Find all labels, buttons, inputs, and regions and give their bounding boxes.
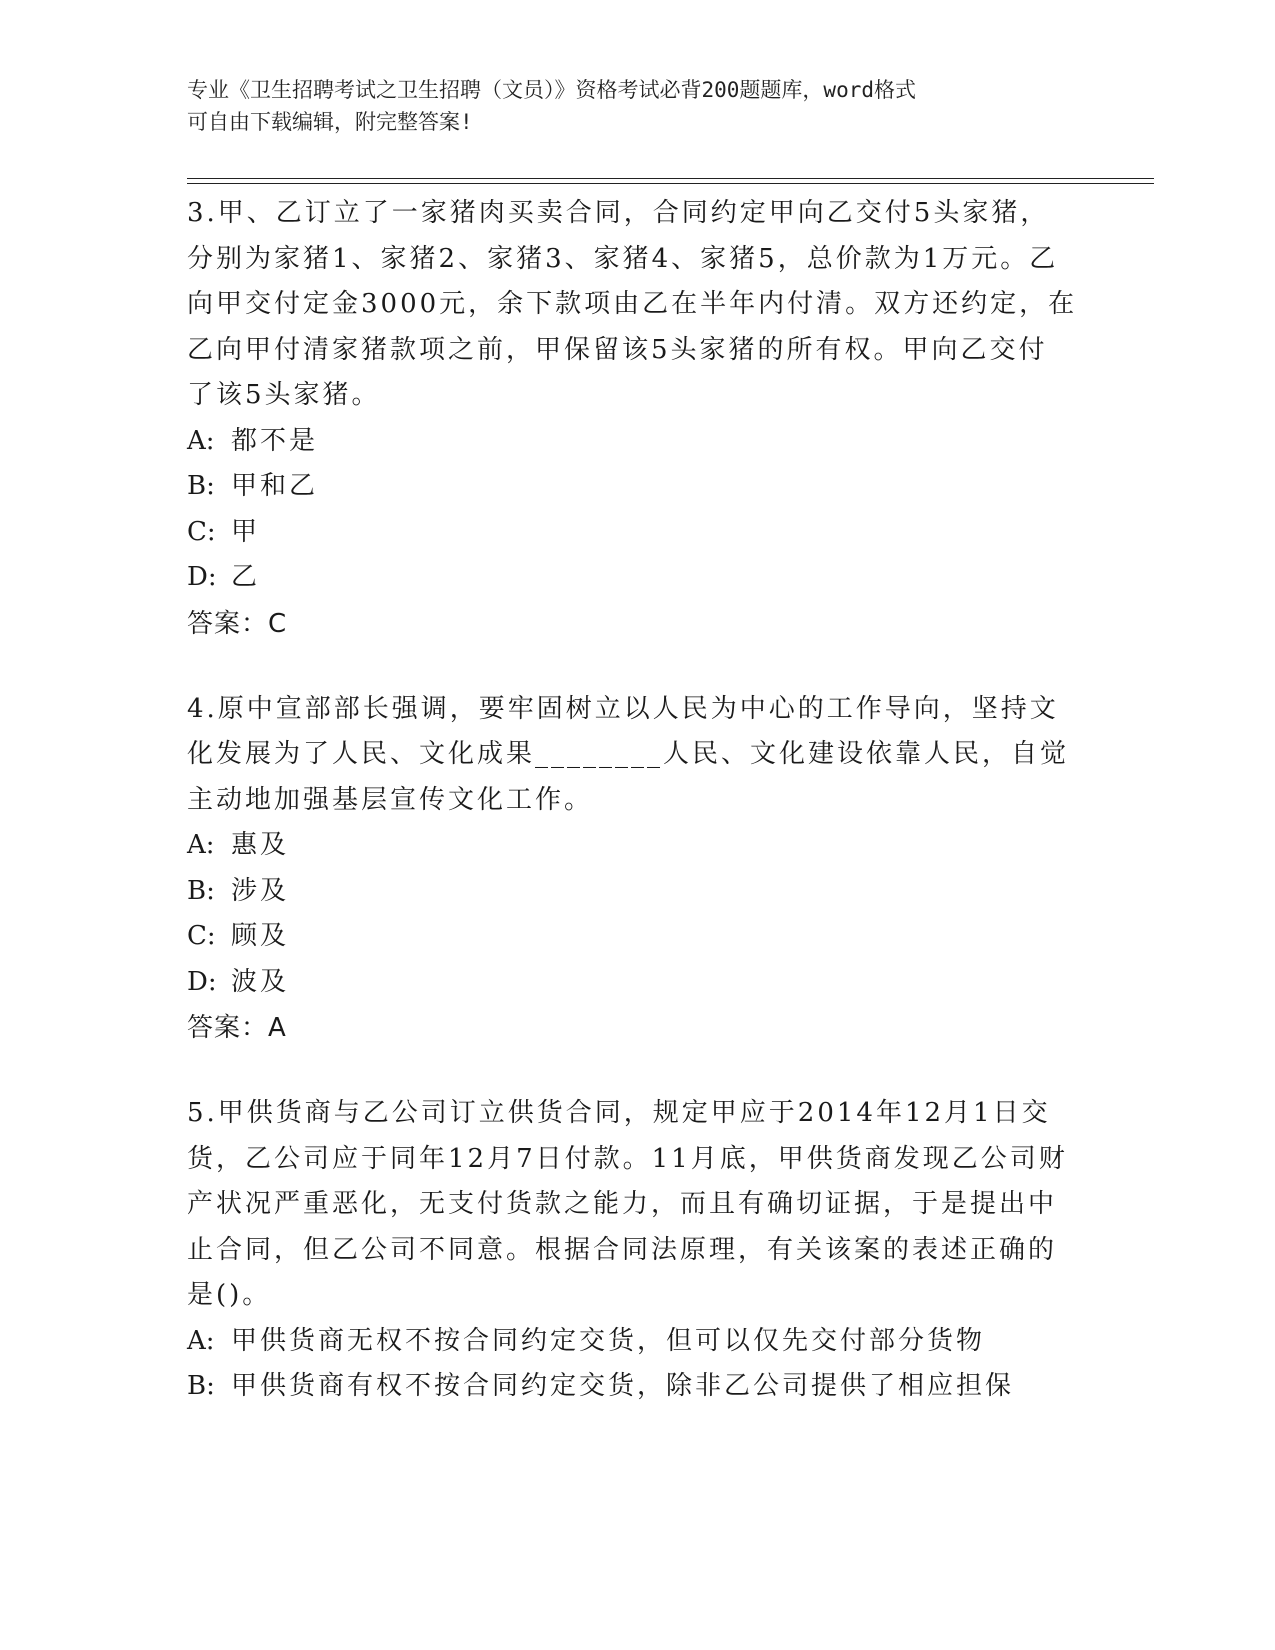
question-stem-line: 产状况严重恶化，无支付货款之能力，而且有确切证据，于是提出中 (187, 1189, 1058, 1219)
question-block (187, 1091, 1087, 1410)
question-list (187, 191, 1087, 1450)
option-text: 涉及 (231, 875, 290, 906)
option-text: 都不是 (231, 425, 319, 456)
answer-option (187, 555, 1087, 601)
question-stem-line: 乙向甲付清家猪款项之前，甲保留该5头家猪的所有权。甲向乙交付 (187, 334, 1048, 365)
header-divider-top (187, 178, 1154, 179)
option-text: 惠及 (231, 830, 290, 860)
answer-option (187, 823, 1087, 869)
question-stem-line: 止合同，但乙公司不同意。根据合同法原理，有关该案的表述正确的 (187, 1234, 1058, 1265)
answer-option (187, 1364, 1087, 1410)
question-stem-line: 了该5头家猪。 (187, 380, 381, 410)
answer-option (187, 960, 1087, 1006)
question-stem-line: 主动地加强基层宣传文化工作。 (187, 784, 594, 815)
question-stem-line: 向甲交付定金3000元，余下款项由乙在半年内付清。双方还约定，在 (187, 289, 1078, 319)
question-stem-line: 货，乙公司应于同年12月7日付款。11月底，甲供货商发现乙公司财 (187, 1143, 1068, 1174)
header-divider-bottom (187, 183, 1154, 184)
option-text: 甲供货商无权不按合同约定交货，但可以仅先交付部分货物 (231, 1325, 986, 1356)
option-key: C: (187, 921, 216, 951)
option-text: 乙 (231, 562, 261, 592)
question-stem-line: 3.甲、乙订立了一家猪肉买卖合同，合同约定甲向乙交付5头家猪， (187, 198, 1050, 228)
question-stem-line: 4.原中宣部部长强调，要牢固树立以人民为中心的工作导向，坚持文 (187, 693, 1059, 724)
option-text: 甲和乙 (231, 471, 319, 501)
question-block (187, 687, 1087, 1052)
answer-key: 答案：A (187, 1013, 287, 1043)
header-line-2: 可自由下载编辑，附完整答案! (187, 110, 473, 134)
question-stem-line: 5.甲供货商与乙公司订立供货合同，规定甲应于2014年12月1日交 (187, 1098, 1051, 1128)
option-key: B: (187, 875, 215, 906)
question-stem-line: 分别为家猪1、家猪2、家猪3、家猪4、家猪5，总价款为1万元。乙 (187, 243, 1059, 274)
question-stem (187, 1091, 1087, 1319)
option-text: 顾及 (231, 921, 290, 951)
answer-option (187, 869, 1087, 915)
option-key: C: (187, 516, 216, 547)
question-stem-line: 化发展为了人民、文化成果________人民、文化建设依靠人民，自觉 (187, 739, 1070, 769)
option-key: B: (187, 471, 215, 501)
option-text: 甲 (231, 516, 261, 547)
question-block (187, 191, 1087, 647)
option-key: A: (187, 830, 215, 860)
answer-option (187, 464, 1087, 510)
option-text: 波及 (231, 966, 290, 997)
option-key: A: (187, 425, 215, 456)
document-header (187, 74, 1087, 138)
answer-key: 答案：C (187, 608, 288, 639)
option-key: A: (187, 1325, 215, 1356)
answer-option (187, 419, 1087, 465)
option-key: D: (187, 966, 217, 997)
question-stem-line: 是()。 (187, 1280, 272, 1310)
option-key: B: (187, 1371, 215, 1401)
answer-option (187, 914, 1087, 960)
option-key: D: (187, 562, 217, 592)
answer-option (187, 1319, 1087, 1365)
option-text: 甲供货商有权不按合同约定交货，除非乙公司提供了相应担保 (231, 1371, 1015, 1401)
header-line-1: 专业《卫生招聘考试之卫生招聘（文员）》资格考试必背200题题库，word格式 (187, 78, 916, 102)
answer-option (187, 510, 1087, 556)
question-stem (187, 191, 1087, 419)
question-stem (187, 687, 1087, 824)
